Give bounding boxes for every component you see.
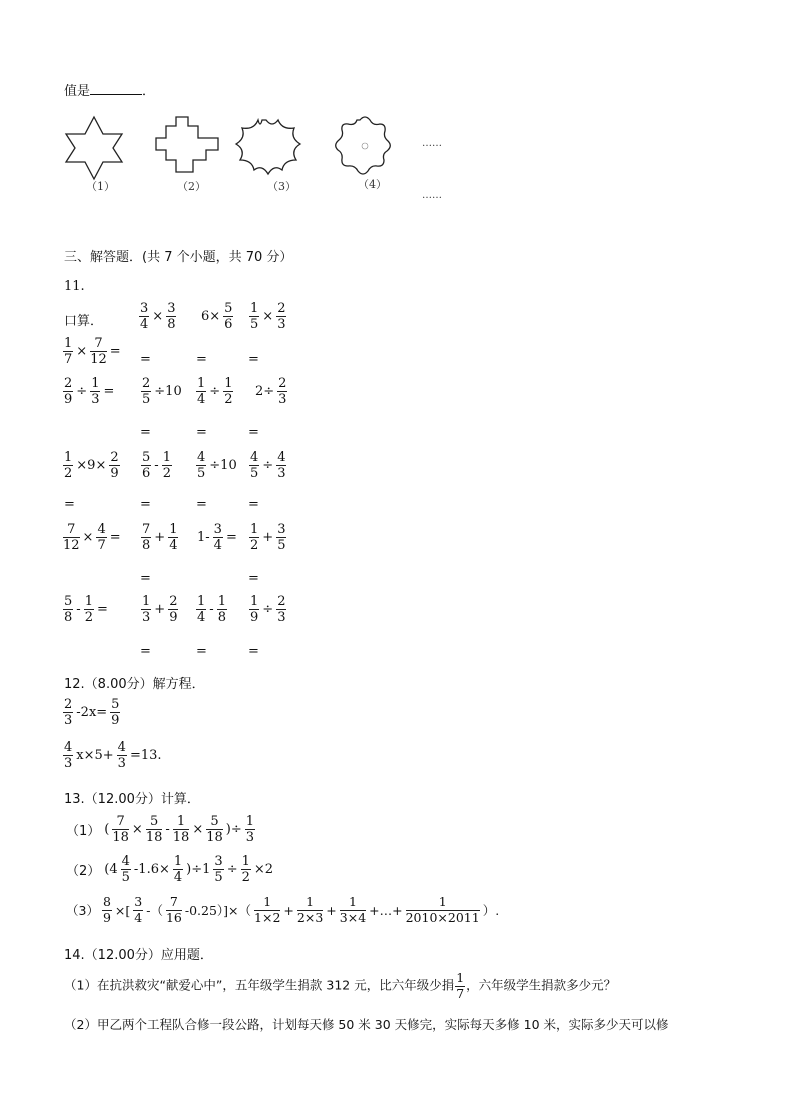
ellipsis-2: …… — [422, 190, 442, 201]
q12-equation-1: $\frac{2}{3}$ -2x= $\frac{5}{9}$ — [64, 697, 120, 728]
figure-4-flower-shape — [336, 117, 391, 174]
q11-r1-b: 6× $\frac{5}{6}$ — [201, 301, 233, 332]
q13-header: 13.（12.00分）计算． — [64, 792, 200, 807]
figure-1-star — [66, 117, 122, 179]
q11-r3-b: $\frac{2}{5}$ ÷10 — [142, 376, 182, 407]
q11-r2-eq-3: = — [248, 352, 259, 367]
q11-r2-eq-2: = — [196, 352, 207, 367]
q11-r6-c: $\frac{1}{4}$ - $\frac{1}{8}$ — [197, 594, 226, 625]
q12-header: 12.（8.00分）解方程． — [64, 677, 205, 692]
q11-r5-c: 1- $\frac{3}{4}$ = — [197, 522, 237, 553]
q11-r4-a: $\frac{1}{2}$ ×9× $\frac{2}{9}$ — [64, 450, 119, 481]
pattern-figures — [60, 112, 460, 208]
q13-part-2: （2） (4 $\frac{4}{5}$ -1.6× $\frac{1}{4}$ )÷1 $\frac{3}{5}$ ÷ $\frac{1}{2}$ ×2 — [66, 854, 274, 885]
q11-r3-eq-1: = — [140, 425, 151, 440]
q14-part-2: （2）甲乙两个工程队合修一段公路，计划每天修 50 米 30 天修完，实际每天多修 10 米，实际多少天可以修 — [64, 1017, 669, 1032]
q11-number: 11. — [64, 279, 85, 294]
q11-r6-eq-3: = — [248, 644, 259, 659]
figure-2-stepped-shape — [156, 117, 218, 172]
q11-r6-eq-2: = — [196, 644, 207, 659]
q14-part-1-tail: ，六年级学生捐款多少元？ — [466, 977, 617, 993]
q13-part-1: （1） ( $\frac{7}{18}$ × $\frac{5}{18}$ - $\frac{1}{18}$ × $\frac{5}{18}$ )÷ $\frac{1}{3}$ — [66, 814, 255, 845]
q11-r6-a: $\frac{5}{8}$ - $\frac{1}{2}$ = — [64, 594, 108, 625]
q11-r4-c: $\frac{4}{5}$ ÷10 — [197, 450, 237, 481]
q11-r6-d: $\frac{1}{9}$ ÷ $\frac{2}{3}$ — [250, 594, 286, 625]
q11-r6-eq-1: = — [140, 644, 151, 659]
q11-r3-d: 2÷ $\frac{2}{3}$ — [255, 376, 287, 407]
section-3-title: 三、解答题．(共 7 个小题，共 70 分） — [64, 250, 293, 265]
q11-r5-eq-2: = — [248, 571, 259, 586]
q11-r4-d: $\frac{4}{5}$ ÷ $\frac{4}{3}$ — [250, 450, 286, 481]
q11-r3-eq-2: = — [196, 425, 207, 440]
figure-2-label: （2） — [177, 180, 206, 193]
figure-4-inner-mark — [362, 143, 368, 149]
figure-1-label: （1） — [86, 180, 115, 193]
continued-prefix: 值是 — [64, 84, 91, 99]
q11-r4-eq-2: = — [140, 497, 151, 512]
q11-r3-c: $\frac{1}{4}$ ÷ $\frac{1}{2}$ — [197, 376, 233, 407]
q14-part-1-text: （1）在抗洪救灾“献爱心中”，五年级学生捐款 312 元，比六年级少捐 — [64, 977, 455, 993]
q11-r4-eq-3: = — [196, 497, 207, 512]
q14-part-1: （1）在抗洪救灾“献爱心中”，五年级学生捐款 312 元，比六年级少捐 $\frac{1}{7}$ ，六年级学生捐款多少元？ — [64, 970, 617, 1001]
answer-blank — [90, 82, 142, 95]
ellipsis-1: …… — [422, 138, 442, 149]
q11-r5-d: $\frac{1}{2}$ + $\frac{3}{5}$ — [250, 522, 286, 553]
q13-part-3: （3） $\frac{8}{9}$ ×[ $\frac{3}{4}$ -（ $\frac{7}{16}$ -0.25）]×（ $\frac{1}{1\times 2}$ + $\frac{1}{2\times 3}$ + $\frac{1}{3\times 4}$ +…+ $\frac{1}{2010\times 2011}$ ）. — [66, 894, 500, 925]
figure-3-scalloped-shape — [236, 120, 300, 174]
q11-r1-c: $\frac{1}{5}$ × $\frac{2}{3}$ — [250, 301, 286, 332]
continued-question-line — [64, 80, 155, 99]
q11-r5-b: $\frac{7}{8}$ + $\frac{1}{4}$ — [142, 522, 178, 553]
q11-r3-a: $\frac{2}{9}$ ÷ $\frac{1}{3}$ = — [64, 376, 115, 407]
q11-r5-a: $\frac{7}{12}$ × $\frac{4}{7}$ = — [63, 522, 121, 553]
q11-r4-eq-1: = — [64, 497, 75, 512]
q11-label: 口算． — [64, 314, 104, 329]
q11-r2-eq-1: = — [140, 352, 151, 367]
q11-r6-b: $\frac{1}{3}$ + $\frac{2}{9}$ — [142, 594, 178, 625]
q11-r2-a: $\frac{1}{7}$ × $\frac{7}{12}$ = — [64, 336, 121, 367]
q14-header: 14.（12.00分）应用题． — [64, 948, 213, 963]
q11-r4-b: $\frac{5}{6}$ - $\frac{1}{2}$ — [142, 450, 171, 481]
continued-suffix: ． — [142, 84, 156, 99]
q11-r1-a: $\frac{3}{4}$ × $\frac{3}{8}$ — [140, 301, 176, 332]
q12-equation-2: $\frac{4}{3}$ x×5+ $\frac{4}{3}$ =13. — [64, 740, 162, 771]
figure-3-label: （3） — [267, 180, 296, 193]
figure-4-label: （4） — [358, 178, 387, 191]
q11-r5-eq-1: = — [140, 571, 151, 586]
q11-r3-eq-3: = — [248, 425, 259, 440]
q11-r4-eq-4: = — [248, 497, 259, 512]
fraction: $\frac{3}{4}$ — [140, 301, 149, 332]
